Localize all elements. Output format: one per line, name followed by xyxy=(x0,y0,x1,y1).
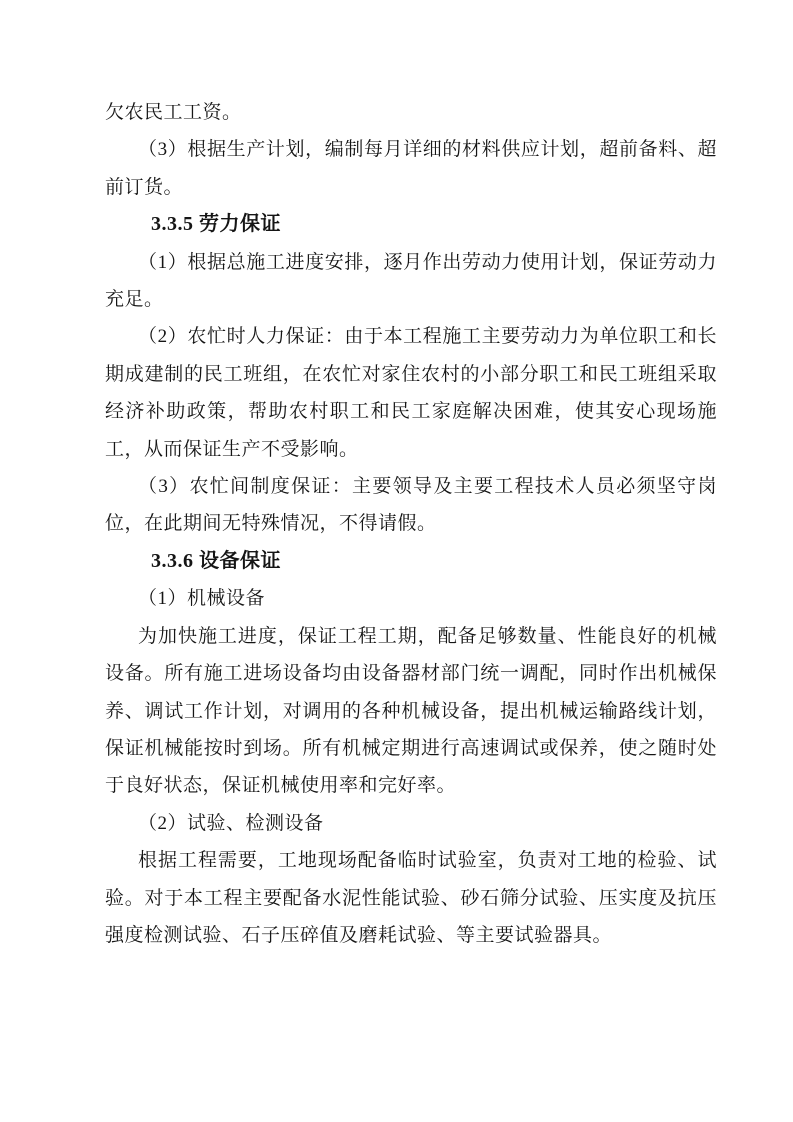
paragraph-mechanical-equipment-label: （1）机械设备 xyxy=(138,588,266,610)
paragraph-busy-season-rules: （3）农忙间制度保证：主要领导及主要工程技术人员必须坚守岗位，在此期间无特殊情况，不得请假。 xyxy=(105,476,717,535)
document-text-column xyxy=(105,94,717,954)
paragraph-mechanical-equipment-detail: 为加快施工进度，保证工程工期，配备足够数量、性能良好的机械设备。所有施工进场设备均由设备器材部门统一调配，同时作出机械保养、调试工作计划，对调用的各种机械设备，提出机械运输路线计划，保证机械能按时到场。所有机械定期进行高速调试或保养，使之随时处于良好状态，保证机械使用率和完好率。 xyxy=(105,625,717,797)
section-heading-3-3-5-labor-guarantee: 3.3.5 劳力保证 xyxy=(151,213,281,236)
paragraph-testing-equipment-detail: 根据工程需要，工地现场配备临时试验室，负责对工地的检验、试验。对于本工程主要配备水泥性能试验、砂石筛分试验、压实度及抗压强度检测试验、石子压碎值及磨耗试验、等主要试验器具。 xyxy=(105,850,717,946)
paragraph-busy-season-manpower: （2）农忙时人力保证：由于本工程施工主要劳动力为单位职工和长期成建制的民工班组，在农忙对家住农村的小部分职工和民工班组采取经济补助政策，帮助农村职工和民工家庭解决困难，使其安心现场施工，从而保证生产不受影响。 xyxy=(105,326,717,460)
paragraph-testing-equipment-label: （2）试验、检测设备 xyxy=(138,812,324,834)
paragraph-material-supply-plan: （3）根据生产计划，编制每月详细的材料供应计划，超前备料、超前订货。 xyxy=(105,139,717,198)
paragraph-labor-plan: （1）根据总施工进度安排，逐月作出劳动力使用计划，保证劳动力充足。 xyxy=(105,251,717,311)
section-heading-3-3-6-equipment-guarantee: 3.3.6 设备保证 xyxy=(151,549,281,572)
paragraph-wages-continuation: 欠农民工工资。 xyxy=(105,102,242,123)
